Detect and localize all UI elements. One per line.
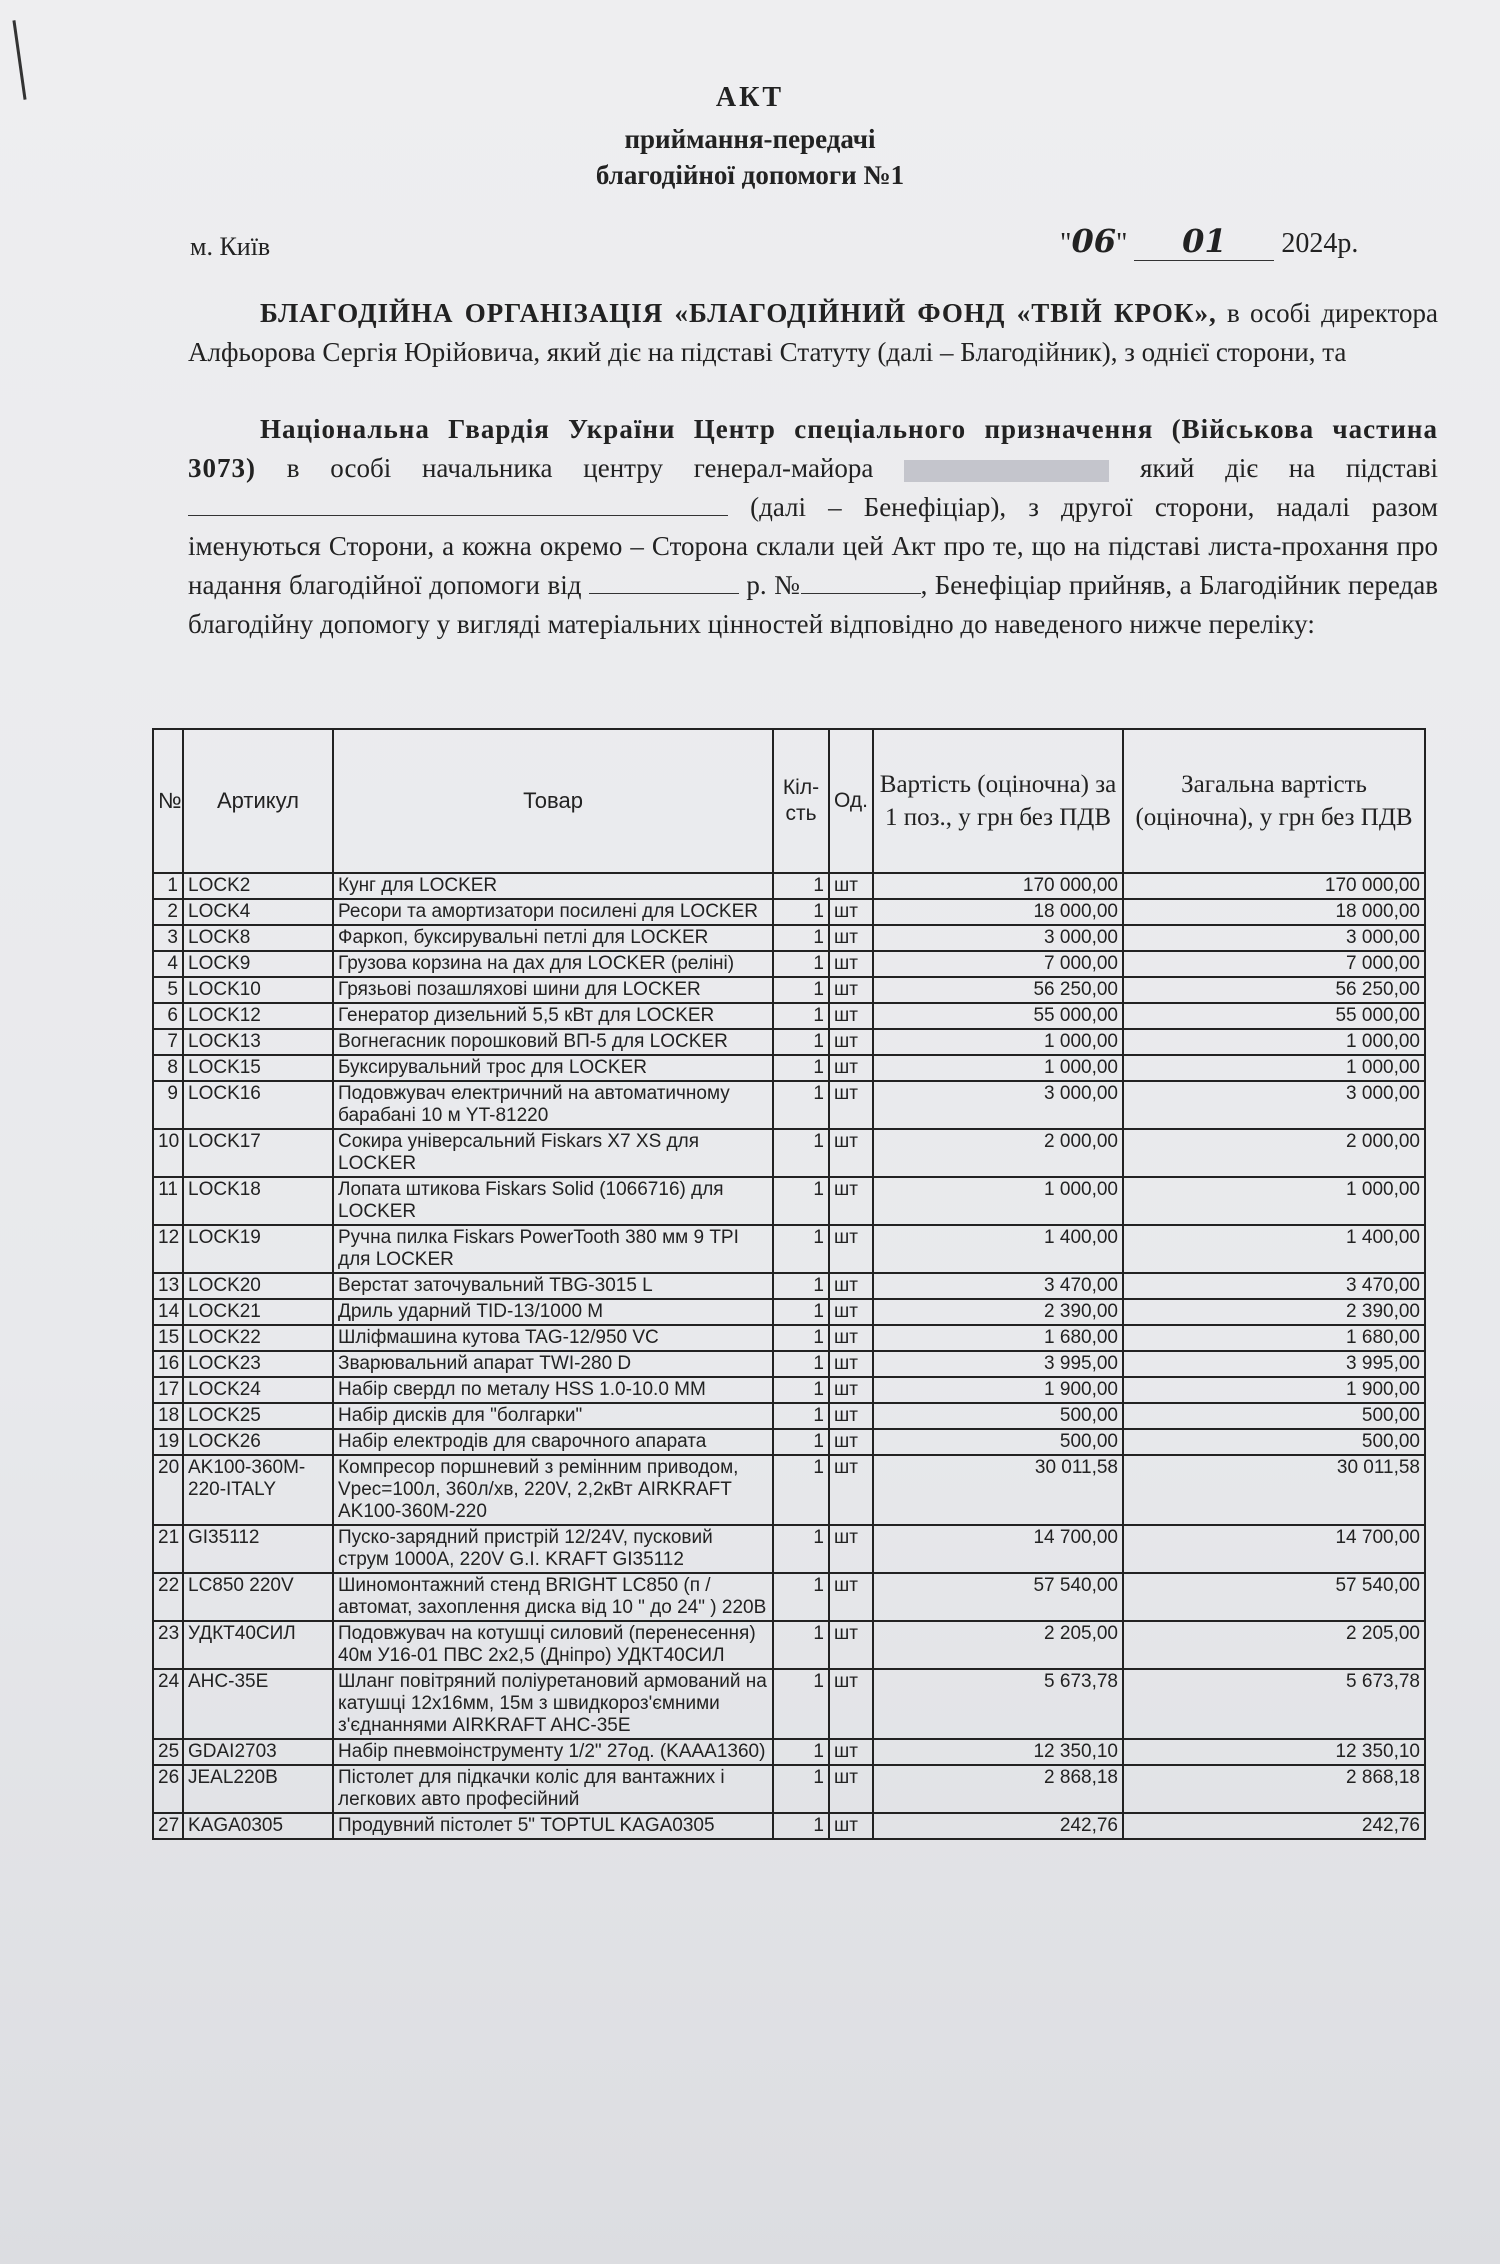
- row-unit-price: 1 680,00: [873, 1325, 1123, 1351]
- row-unit: шт: [829, 1377, 873, 1403]
- row-unit-price: 57 540,00: [873, 1573, 1123, 1621]
- row-total: 1 000,00: [1123, 1029, 1425, 1055]
- row-quantity: 1: [773, 1525, 829, 1573]
- row-unit: шт: [829, 1403, 873, 1429]
- row-unit: шт: [829, 951, 873, 977]
- row-unit-price: 2 205,00: [873, 1621, 1123, 1669]
- row-goods: Сокира універсальний Fiskars X7 XS для LOCKER: [333, 1129, 773, 1177]
- table-row: [153, 873, 1425, 899]
- row-unit-price: 3 470,00: [873, 1273, 1123, 1299]
- row-unit-price: 500,00: [873, 1403, 1123, 1429]
- row-quantity: 1: [773, 1029, 829, 1055]
- row-goods: Подовжувач електричний на автоматичному барабані 10 м YT-81220: [333, 1081, 773, 1129]
- row-article: KAGA0305: [183, 1813, 333, 1839]
- col-header-unit-price: Вартість (оціночна) за 1 поз., у грн без ПДВ: [873, 729, 1123, 873]
- row-goods: Кунг для LOCKER: [333, 873, 773, 899]
- beneficiary-text-2: який діє на підставі: [1139, 453, 1439, 483]
- row-quantity: 1: [773, 1429, 829, 1455]
- items-table: [152, 728, 1426, 1840]
- row-article: LOCK23: [183, 1351, 333, 1377]
- row-goods: Ручна пилка Fiskars PowerTooth 380 мм 9 TPI для LOCKER: [333, 1225, 773, 1273]
- col-header-unit: Од.: [829, 729, 873, 873]
- row-article: LOCK17: [183, 1129, 333, 1177]
- row-unit: шт: [829, 1177, 873, 1225]
- row-unit: шт: [829, 873, 873, 899]
- row-article: LOCK8: [183, 925, 333, 951]
- row-quantity: 1: [773, 1573, 829, 1621]
- row-goods: Зварювальний апарат TWI-280 D: [333, 1351, 773, 1377]
- table-row: [153, 1225, 1425, 1273]
- row-unit-price: 14 700,00: [873, 1525, 1123, 1573]
- blank-basis: [188, 515, 728, 516]
- document-date: "06" 01 2024р.: [1060, 222, 1359, 260]
- row-unit-price: 3 995,00: [873, 1351, 1123, 1377]
- date-month: 01: [1182, 222, 1227, 260]
- table-row: [153, 1177, 1425, 1225]
- row-unit-price: 1 000,00: [873, 1029, 1123, 1055]
- row-article: AHC-35E: [183, 1669, 333, 1739]
- row-unit-price: 1 400,00: [873, 1225, 1123, 1273]
- row-goods: Набір дисків для "болгарки": [333, 1403, 773, 1429]
- row-total: 170 000,00: [1123, 873, 1425, 899]
- row-article: LOCK25: [183, 1403, 333, 1429]
- row-unit-price: 30 011,58: [873, 1455, 1123, 1525]
- row-total: 56 250,00: [1123, 977, 1425, 1003]
- row-unit-price: 56 250,00: [873, 977, 1123, 1003]
- table-row: [153, 1003, 1425, 1029]
- row-number: 24: [153, 1669, 183, 1739]
- row-total: 1 000,00: [1123, 1177, 1425, 1225]
- row-article: LOCK24: [183, 1377, 333, 1403]
- row-total: 30 011,58: [1123, 1455, 1425, 1525]
- row-article: GDAI2703: [183, 1739, 333, 1765]
- row-goods: Набір пневмоінструменту 1/2" 27од. (KAAA1360): [333, 1739, 773, 1765]
- row-goods: Подовжувач на котушці силовий (перенесення) 40м У16-01 ПВС 2х2,5 (Дніпро) УДКТ40СИЛ: [333, 1621, 773, 1669]
- row-goods: Набір електродів для сварочного апарата: [333, 1429, 773, 1455]
- row-quantity: 1: [773, 1403, 829, 1429]
- row-number: 19: [153, 1429, 183, 1455]
- row-unit-price: 242,76: [873, 1813, 1123, 1839]
- row-article: LOCK21: [183, 1299, 333, 1325]
- table-row: [153, 1525, 1425, 1573]
- row-quantity: 1: [773, 1299, 829, 1325]
- row-number: 18: [153, 1403, 183, 1429]
- row-goods: Шиномонтажний стенд BRIGHT LC850 (п / автомат, захоплення диска від 10 " до 24" ) 220В: [333, 1573, 773, 1621]
- table-row: [153, 1813, 1425, 1839]
- row-unit: шт: [829, 1081, 873, 1129]
- row-goods: Грязьові позашляхові шини для LOCKER: [333, 977, 773, 1003]
- row-goods: Дриль ударний TID-13/1000 M: [333, 1299, 773, 1325]
- row-number: 4: [153, 951, 183, 977]
- row-unit-price: 1 000,00: [873, 1177, 1123, 1225]
- row-number: 6: [153, 1003, 183, 1029]
- row-unit: шт: [829, 1765, 873, 1813]
- row-quantity: 1: [773, 1351, 829, 1377]
- table-row: [153, 1573, 1425, 1621]
- row-number: 3: [153, 925, 183, 951]
- row-article: LOCK20: [183, 1273, 333, 1299]
- row-article: LOCK15: [183, 1055, 333, 1081]
- donor-name: БЛАГОДІЙНА ОРГАНІЗАЦІЯ «БЛАГОДІЙНИЙ ФОНД «ТВІЙ КРОК»,: [260, 298, 1217, 328]
- row-number: 22: [153, 1573, 183, 1621]
- row-unit: шт: [829, 1351, 873, 1377]
- row-unit: шт: [829, 977, 873, 1003]
- row-quantity: 1: [773, 1273, 829, 1299]
- table-row: [153, 1299, 1425, 1325]
- row-goods: Фаркоп, буксирувальні петлі для LOCKER: [333, 925, 773, 951]
- row-article: УДКТ40СИЛ: [183, 1621, 333, 1669]
- row-article: LOCK16: [183, 1081, 333, 1129]
- row-unit: шт: [829, 1055, 873, 1081]
- row-quantity: 1: [773, 1621, 829, 1669]
- row-unit-price: 5 673,78: [873, 1669, 1123, 1739]
- blank-number: [801, 593, 921, 594]
- row-article: LOCK19: [183, 1225, 333, 1273]
- paragraph-beneficiary: [188, 410, 1438, 644]
- table-row: [153, 1351, 1425, 1377]
- row-quantity: 1: [773, 1003, 829, 1029]
- row-quantity: 1: [773, 977, 829, 1003]
- row-number: 25: [153, 1739, 183, 1765]
- table-row: [153, 1739, 1425, 1765]
- row-number: 20: [153, 1455, 183, 1525]
- row-goods: Продувний пістолет 5" TOPTUL KAGA0305: [333, 1813, 773, 1839]
- date-day: 06: [1071, 222, 1116, 260]
- row-goods: Шліфмашина кутова TAG-12/950 VC: [333, 1325, 773, 1351]
- row-number: 9: [153, 1081, 183, 1129]
- row-total: 1 680,00: [1123, 1325, 1425, 1351]
- row-goods: Буксирувальний трос для LOCKER: [333, 1055, 773, 1081]
- redacted-name: [904, 460, 1109, 482]
- row-number: 14: [153, 1299, 183, 1325]
- date-year: 2024р.: [1281, 228, 1359, 259]
- row-goods: Набір свердл по металу HSS 1.0-10.0 MM: [333, 1377, 773, 1403]
- row-unit: шт: [829, 1129, 873, 1177]
- row-total: 3 995,00: [1123, 1351, 1425, 1377]
- row-article: LOCK13: [183, 1029, 333, 1055]
- row-unit-price: 500,00: [873, 1429, 1123, 1455]
- row-number: 7: [153, 1029, 183, 1055]
- row-unit-price: 18 000,00: [873, 899, 1123, 925]
- row-article: AK100-360M-220-ITALY: [183, 1455, 333, 1525]
- row-unit: шт: [829, 1273, 873, 1299]
- row-unit: шт: [829, 1003, 873, 1029]
- row-number: 15: [153, 1325, 183, 1351]
- row-unit-price: 1 000,00: [873, 1055, 1123, 1081]
- blank-date: [589, 593, 739, 594]
- row-total: 12 350,10: [1123, 1739, 1425, 1765]
- row-quantity: 1: [773, 1325, 829, 1351]
- row-quantity: 1: [773, 1765, 829, 1813]
- row-number: 1: [153, 873, 183, 899]
- row-quantity: 1: [773, 873, 829, 899]
- row-number: 11: [153, 1177, 183, 1225]
- row-total: 1 400,00: [1123, 1225, 1425, 1273]
- row-total: 242,76: [1123, 1813, 1425, 1839]
- row-goods: Лопата штикова Fiskars Solid (1066716) для LOCKER: [333, 1177, 773, 1225]
- row-unit: шт: [829, 1325, 873, 1351]
- table-row: [153, 1055, 1425, 1081]
- row-total: 1 000,00: [1123, 1055, 1425, 1081]
- row-unit-price: 3 000,00: [873, 925, 1123, 951]
- row-total: 7 000,00: [1123, 951, 1425, 977]
- row-goods: Вогнегасник порошковий ВП-5 для LOCKER: [333, 1029, 773, 1055]
- row-unit-price: 1 900,00: [873, 1377, 1123, 1403]
- col-header-goods: Товар: [333, 729, 773, 873]
- row-article: LOCK12: [183, 1003, 333, 1029]
- row-total: 2 000,00: [1123, 1129, 1425, 1177]
- table-row: [153, 1403, 1425, 1429]
- row-unit-price: 2 000,00: [873, 1129, 1123, 1177]
- row-quantity: 1: [773, 1669, 829, 1739]
- row-goods: Пуско-зарядний пристрій 12/24V, пусковий струм 1000A, 220V G.I. KRAFT GI35112: [333, 1525, 773, 1573]
- document-title: АКТ: [715, 82, 785, 113]
- col-header-quantity: Кіл-сть: [773, 729, 829, 873]
- row-unit-price: 12 350,10: [873, 1739, 1123, 1765]
- row-goods: Генератор дизельний 5,5 кВт для LOCKER: [333, 1003, 773, 1029]
- table-row: [153, 1377, 1425, 1403]
- row-total: 500,00: [1123, 1429, 1425, 1455]
- row-number: 17: [153, 1377, 183, 1403]
- row-total: 500,00: [1123, 1403, 1425, 1429]
- col-header-number: №: [153, 729, 183, 873]
- table-row: [153, 925, 1425, 951]
- row-article: LOCK2: [183, 873, 333, 899]
- table-row: [153, 1765, 1425, 1813]
- row-total: 14 700,00: [1123, 1525, 1425, 1573]
- row-total: 2 390,00: [1123, 1299, 1425, 1325]
- row-unit-price: 55 000,00: [873, 1003, 1123, 1029]
- beneficiary-name: Національна Гвардія України Центр спеціального призначення (Військова частина 3073): [188, 414, 1438, 483]
- row-total: 55 000,00: [1123, 1003, 1425, 1029]
- row-unit: шт: [829, 1225, 873, 1273]
- table-row: [153, 1429, 1425, 1455]
- row-article: LOCK18: [183, 1177, 333, 1225]
- col-header-total: Загальна вартість (оціночна), у грн без ПДВ: [1123, 729, 1425, 873]
- beneficiary-text-1: в особі начальника центру генерал-майора: [286, 453, 874, 483]
- table-row: [153, 951, 1425, 977]
- row-quantity: 1: [773, 1225, 829, 1273]
- row-goods: Шланг повітряний поліуретановий армований на катушці 12х16мм, 15м з швидкороз'ємними з'єднаннями AIRKRAFT AHC-35E: [333, 1669, 773, 1739]
- row-total: 1 900,00: [1123, 1377, 1425, 1403]
- row-goods: Грузова корзина на дах для LOCKER (реліні): [333, 951, 773, 977]
- row-article: LC850 220V: [183, 1573, 333, 1621]
- row-number: 21: [153, 1525, 183, 1573]
- row-quantity: 1: [773, 1055, 829, 1081]
- table-row: [153, 1081, 1425, 1129]
- row-number: 13: [153, 1273, 183, 1299]
- row-unit: шт: [829, 1669, 873, 1739]
- row-article: LOCK10: [183, 977, 333, 1003]
- row-unit: шт: [829, 1455, 873, 1525]
- row-total: 57 540,00: [1123, 1573, 1425, 1621]
- row-quantity: 1: [773, 899, 829, 925]
- table-row: [153, 1455, 1425, 1525]
- row-unit: шт: [829, 1813, 873, 1839]
- row-unit: шт: [829, 925, 873, 951]
- row-quantity: 1: [773, 925, 829, 951]
- row-number: 8: [153, 1055, 183, 1081]
- row-total: 2 868,18: [1123, 1765, 1425, 1813]
- row-article: LOCK22: [183, 1325, 333, 1351]
- row-unit: шт: [829, 1429, 873, 1455]
- table-row: [153, 1129, 1425, 1177]
- row-goods: Ресори та амортизатори посилені для LOCKER: [333, 899, 773, 925]
- document-subtitle-2: благодійної допомоги №1: [595, 160, 905, 190]
- donor-text: в особі директора Алфьорова Сергія Юрійовича, який діє на підставі Статуту (далі – Благодійник), з однієї сторони, та: [188, 298, 1439, 367]
- row-unit: шт: [829, 1621, 873, 1669]
- table-row: [153, 899, 1425, 925]
- row-unit-price: 3 000,00: [873, 1081, 1123, 1129]
- row-number: 2: [153, 899, 183, 925]
- table-row: [153, 1621, 1425, 1669]
- beneficiary-text-3: (далі – Бенефіціар), з другої сторони, надалі разом іменуються Сторони, а кожна окремо – Сторона склали цей Акт про те, що на підставі листа-прохання про надання благодійної допомоги від: [188, 492, 1438, 600]
- row-number: 16: [153, 1351, 183, 1377]
- beneficiary-text-5: , Бенефіціар прийняв, а Благодійник передав благодійну допомогу у вигляді матеріальних цінностей відповідно до наведеного нижче переліку:: [188, 570, 1439, 639]
- table-row: [153, 977, 1425, 1003]
- city: м. Київ: [190, 232, 271, 261]
- row-number: 12: [153, 1225, 183, 1273]
- row-article: LOCK9: [183, 951, 333, 977]
- row-unit-price: 7 000,00: [873, 951, 1123, 977]
- row-article: LOCK26: [183, 1429, 333, 1455]
- paragraph-donor: [188, 294, 1438, 372]
- row-unit-price: 2 390,00: [873, 1299, 1123, 1325]
- row-quantity: 1: [773, 1177, 829, 1225]
- row-unit-price: 170 000,00: [873, 873, 1123, 899]
- row-total: 3 470,00: [1123, 1273, 1425, 1299]
- row-total: 5 673,78: [1123, 1669, 1425, 1739]
- row-total: 3 000,00: [1123, 1081, 1425, 1129]
- row-article: GI35112: [183, 1525, 333, 1573]
- row-goods: Пістолет для підкачки коліс для вантажних і легкових авто професійний: [333, 1765, 773, 1813]
- row-unit: шт: [829, 1525, 873, 1573]
- table-row: [153, 1273, 1425, 1299]
- row-quantity: 1: [773, 1455, 829, 1525]
- row-unit: шт: [829, 1299, 873, 1325]
- row-unit: шт: [829, 1573, 873, 1621]
- row-quantity: 1: [773, 1377, 829, 1403]
- row-total: 18 000,00: [1123, 899, 1425, 925]
- row-quantity: 1: [773, 1081, 829, 1129]
- row-number: 5: [153, 977, 183, 1003]
- beneficiary-text-4: р. №: [746, 570, 801, 600]
- row-quantity: 1: [773, 1813, 829, 1839]
- col-header-article: Артикул: [183, 729, 333, 873]
- row-number: 26: [153, 1765, 183, 1813]
- row-unit: шт: [829, 899, 873, 925]
- row-goods: Компресор поршневий з ремінним приводом, Vрес=100л, 360л/хв, 220V, 2,2кВт AIRKRAFT AK100-360M-220: [333, 1455, 773, 1525]
- table-row: [153, 1669, 1425, 1739]
- row-quantity: 1: [773, 951, 829, 977]
- row-number: 27: [153, 1813, 183, 1839]
- row-unit-price: 2 868,18: [873, 1765, 1123, 1813]
- row-article: LOCK4: [183, 899, 333, 925]
- row-unit: шт: [829, 1739, 873, 1765]
- row-quantity: 1: [773, 1129, 829, 1177]
- table-header-row: [153, 729, 1425, 873]
- row-total: 2 205,00: [1123, 1621, 1425, 1669]
- table-body: [153, 873, 1425, 1839]
- table-row: [153, 1325, 1425, 1351]
- row-number: 10: [153, 1129, 183, 1177]
- table-row: [153, 1029, 1425, 1055]
- row-quantity: 1: [773, 1739, 829, 1765]
- row-number: 23: [153, 1621, 183, 1669]
- row-total: 3 000,00: [1123, 925, 1425, 951]
- row-article: JEAL220B: [183, 1765, 333, 1813]
- row-goods: Верстат заточувальний TBG-3015 L: [333, 1273, 773, 1299]
- document-subtitle-1: приймання-передачі: [624, 124, 876, 154]
- row-unit: шт: [829, 1029, 873, 1055]
